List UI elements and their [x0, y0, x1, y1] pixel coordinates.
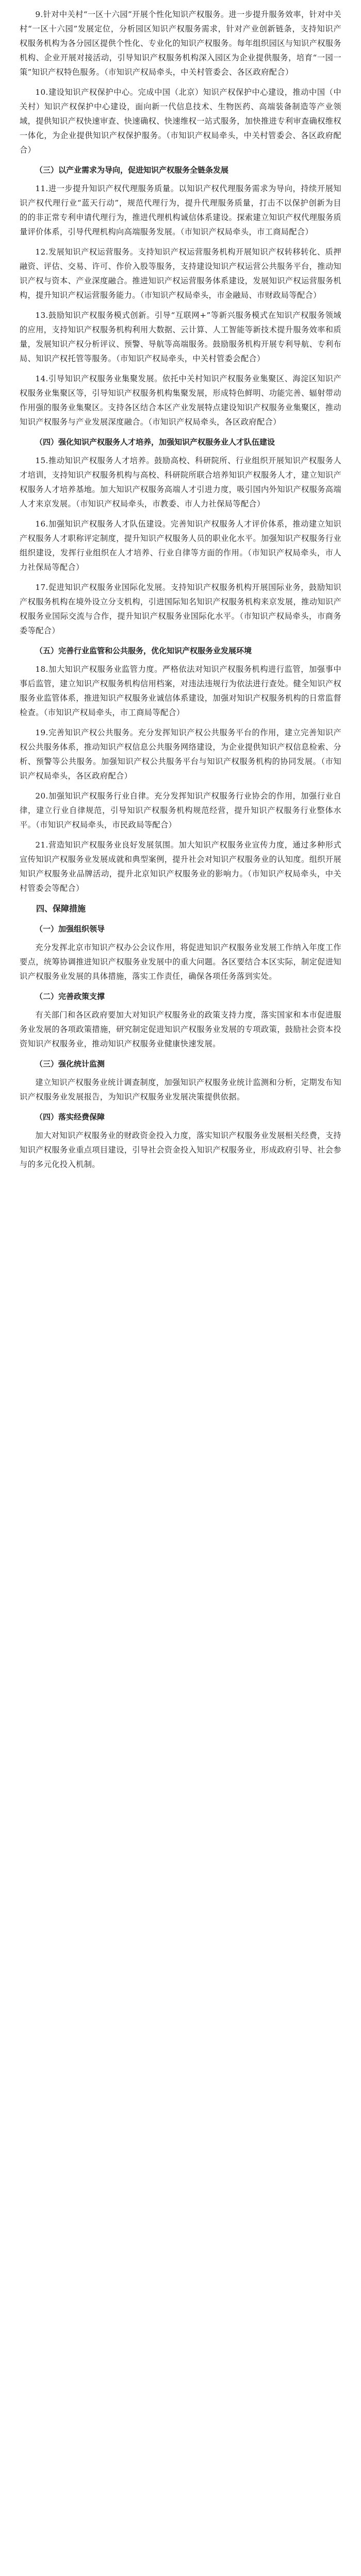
paragraph: 14.引导知识产权服务业集聚发展。依托中关村知识产权服务业集聚区、海淀区知识产权服务业集聚区等，引导知识产权服务机构集聚发展，形成特色鲜明、功能完善、辐射带动作用强的服务业集聚区。支持各区结合本区产业发展特点建设知识产权服务业集聚区，推动知识产权服务与产业发展深度融合。（市知识产权局牵头，各区政府配合）	[20, 374, 341, 427]
paragraph: 19.完善知识产权公共服务。充分发挥知识产权公共服务平台的作用，建立完善知识产权公共服务体系，推动知识产权信息公共服务网络建设，为企业提供知识产权信息检索、分析、预警等公共服务。加强知识产权公共服务平台与知识产权服务机构的协同发展。（市知识产权局牵头，各区政府配合）	[20, 728, 341, 781]
paragraph: 13.鼓励知识产权服务模式创新。引导“互联网+”等新兴服务模式在知识产权服务领域的应用，支持知识产权服务机构利用大数据、云计算、人工智能等新技术提升服务效率和质量，发展知识产权分析评议、预警、导航等高端服务。鼓励服务机构开展专利导航、专利布局、知识产权托管等服务。（市知识产权局牵头，中关村管委会配合）	[20, 311, 341, 363]
section-heading: （四）强化知识产权服务人才培养，加强知识产权服务业人才队伍建设	[35, 437, 275, 447]
document-body	[20, 7, 341, 1177]
paragraph: 充分发挥北京市知识产权办公会议作用，将促进知识产权服务业发展工作纳入年度工作要点，统筹协调推进知识产权服务业发展中的重大问题。各区要结合本区实际，制定促进知识产权服务业发展的具体措施，落实工作责任，确保各项任务落到实处。	[20, 943, 341, 981]
section-heading: （三）以产业需求为导向，促进知识产权服务全链条发展	[35, 165, 229, 175]
paragraph: 20.加强知识产权服务行业自律。充分发挥知识产权服务行业协会的作用，加强行业自律，建立行业自律规范，引导知识产权服务机构规范经营，提升知识产权服务行业整体水平。（市知识产权局牵头，市民政局等配合）	[20, 791, 341, 829]
section-heading: （一）加强组织领导	[35, 924, 105, 934]
paragraph: 15.推动知识产权服务人才培养。鼓励高校、科研院所、行业组织开展知识产权服务人才培训，支持知识产权服务机构与高校、科研院所联合培养知识产权服务人才，建立知识产权服务人才培养基地。加大知识产权服务高端人才引进力度，吸引国内外知识产权服务高端人才来京发展。（市知识产权局牵头，市教委、市人力社保局等配合）	[20, 456, 341, 509]
section-heading: （三）强化统计监测	[35, 1059, 105, 1069]
paragraph: 9.针对中关村“一区十六园”开展个性化知识产权服务。进一步提升服务效率，针对中关村“一区十六园”发展定位，分析园区知识产权服务需求，针对产业创新链条，支持知识产权服务机构为各分园区提供个性化、专业化的知识产权服务。每年组织园区与知识产权服务机构、企业开展对接活动，引导知识产权服务机构深入园区为企业提供服务，培育“一园一策”知识产权特色服务。（市知识产权局牵头，中关村管委会、各区政府配合）	[20, 10, 341, 77]
paragraph: 12.发展知识产权运营服务。支持知识产权运营服务机构开展知识产权转移转化、质押融资、评估、交易、许可、作价入股等服务，支持建设知识产权运营公共服务平台，推动知识产权与资本、产业深度融合。推进知识产权运营服务体系建设，发展知识产权运营服务机构，提升知识产权运营服务能力。（市知识产权局牵头，市金融局、市财政局等配合）	[20, 247, 341, 300]
paragraph: 18.加大知识产权服务业监管力度。严格依法对知识产权服务机构进行监管，加强事中事后监管，建立知识产权服务机构信用档案，对违法违规行为依法进行查处。健全知识产权服务业监管体系，推进知识产权服务业诚信体系建设，加强对知识产权服务机构的日常监督检查。（市知识产权局牵头，市工商局等配合）	[20, 665, 341, 717]
chapter-heading: 四、保障措施	[36, 904, 86, 913]
paragraph: 16.加强知识产权服务人才队伍建设。完善知识产权服务人才评价体系，推动建立知识产权服务人才职称评定制度，提升知识产权服务人员的职业化水平。加强知识产权服务行业组织建设，发挥行业组织在人才培养、行业自律等方面的作用。（市知识产权局牵头，市人力社保局等配合）	[20, 519, 341, 572]
paragraph: 有关部门和各区政府要加大对知识产权服务业的政策支持力度，落实国家和本市促进服务业发展的各项政策措施，研究制定促进知识产权服务业发展的专项政策，鼓励社会资本投资知识产权服务业，推动知识产权服务业健康快速发展。	[20, 1010, 341, 1048]
paragraph: 17.促进知识产权服务业国际化发展。支持知识产权服务机构开展国际业务，鼓励知识产权服务机构在境外设立分支机构，引进国际知名知识产权服务机构来京发展，推动知识产权服务业国际交流与合作，提升知识产权服务业国际化水平。（市知识产权局牵头，市商务委等配合）	[20, 583, 341, 635]
paragraph: 11.进一步提升知识产权代理服务质量。以知识产权代理服务需求为导向，持续开展知识产权代理行业“蓝天行动”，规范代理行为，提升代理服务质量，打击不以保护创新为目的的非正常专利申请代理行为，推进代理机构诚信体系建设。探索建立知识产权代理服务质量评价体系，引导代理机构向高端服务发展。（市知识产权局牵头，市工商局配合）	[20, 184, 341, 236]
section-heading: （四）落实经费保障	[35, 1112, 105, 1122]
paragraph: 加大对知识产权服务业的财政资金投入力度，落实知识产权服务业发展相关经费，支持知识产权服务业重点项目建设，引导社会资金投入知识产权服务业，形成政府引导、社会参与的多元化投入机制。	[20, 1131, 341, 1169]
paragraph: 建立知识产权服务业统计调查制度，加强知识产权服务业统计监测和分析，定期发布知识产权服务业发展报告，为知识产权服务业发展决策提供依据。	[20, 1078, 341, 1101]
paragraph: 10.建设知识产权保护中心。完成中国（北京）知识产权保护中心建设，推动中国（中关村）知识产权保护中心建设，面向新一代信息技术、生物医药、高端装备制造等产业领域，提供知识产权快速审查、快速确权、快速维权一站式服务，加快推进专利审查确权维权一体化，为企业提供知识产权保护服务。（市知识产权局牵头，中关村管委会、各区政府配合）	[20, 88, 341, 155]
paragraph: 21.营造知识产权服务业良好发展氛围。加大知识产权服务业宣传力度，通过多种形式宣传知识产权服务业发展成就和典型案例，提升社会对知识产权服务业的认知度。组织开展知识产权服务业品牌活动，提升北京知识产权服务业的影响力。（市知识产权局牵头，中关村管委会等配合）	[20, 840, 341, 893]
section-heading: （五）完善行业监管和公共服务，优化知识产权服务业发展环境	[35, 646, 252, 655]
section-heading: （二）完善政策支撑	[35, 992, 105, 1001]
